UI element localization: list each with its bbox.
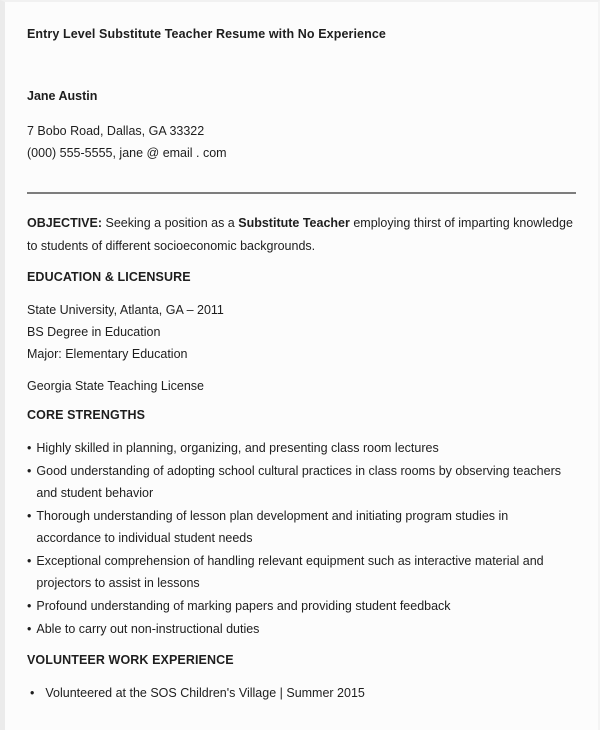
list-item bbox=[27, 437, 576, 459]
bullet-icon: • bbox=[30, 686, 35, 700]
bullet-icon: • bbox=[27, 599, 32, 613]
list-item bbox=[27, 682, 576, 704]
license-line: Georgia State Teaching License bbox=[27, 379, 204, 393]
list-item-text: Able to carry out non-instructional duties bbox=[36, 622, 260, 636]
list-item bbox=[27, 550, 576, 594]
volunteer-section bbox=[27, 652, 576, 704]
education-line: Major: Elementary Education bbox=[27, 347, 188, 361]
bullet-icon: • bbox=[27, 441, 32, 455]
list-item-text: Good understanding of adopting school cultural practices in class rooms by observing teachers and student behavior bbox=[36, 464, 561, 500]
education-line: BS Degree in Education bbox=[27, 325, 161, 339]
list-item-text: Profound understanding of marking papers and providing student feedback bbox=[36, 599, 451, 613]
bullet-icon: • bbox=[27, 554, 32, 568]
list-item-text: Exceptional comprehension of handling relevant equipment such as interactive material and projectors to assist in lessons bbox=[36, 554, 544, 590]
address-line: 7 Bobo Road, Dallas, GA 33322 bbox=[27, 124, 205, 138]
education-lines bbox=[27, 299, 576, 365]
list-item-text: Highly skilled in planning, organizing, and presenting class room lectures bbox=[36, 441, 439, 455]
list-item-text: Thorough understanding of lesson plan development and initiating program studies in accordance to individual student needs bbox=[36, 509, 509, 545]
phone-email-line: (000) 555-5555, jane @ email . com bbox=[27, 146, 227, 160]
list-item bbox=[27, 618, 576, 640]
core-strengths-heading: CORE STRENGTHS bbox=[27, 408, 146, 422]
objective-lead: Seeking a position as a bbox=[105, 216, 235, 230]
bullet-icon: • bbox=[27, 509, 32, 523]
volunteer-heading: VOLUNTEER WORK EXPERIENCE bbox=[27, 653, 234, 667]
core-strengths-section bbox=[27, 407, 576, 640]
objective-label: OBJECTIVE: bbox=[27, 216, 103, 230]
core-strengths-list bbox=[27, 437, 576, 640]
objective-paragraph bbox=[27, 212, 576, 257]
header-divider bbox=[27, 192, 576, 194]
bullet-icon: • bbox=[27, 464, 32, 478]
education-section bbox=[27, 269, 576, 397]
list-item-text: Volunteered at the SOS Children's Village | Summer 2015 bbox=[45, 686, 365, 700]
list-item bbox=[27, 595, 576, 617]
list-item bbox=[27, 460, 576, 504]
contact-block bbox=[27, 120, 576, 164]
objective-rest: employing thirst of imparting knowledge to students of different socioeconomic backgrounds. bbox=[27, 216, 573, 253]
education-line: State University, Atlanta, GA – 2011 bbox=[27, 303, 224, 317]
document-title: Entry Level Substitute Teacher Resume with No Experience bbox=[27, 27, 386, 41]
list-item bbox=[27, 505, 576, 549]
volunteer-list bbox=[27, 682, 576, 704]
objective-highlight: Substitute Teacher bbox=[238, 216, 350, 230]
bullet-icon: • bbox=[27, 622, 32, 636]
education-heading: EDUCATION & LICENSURE bbox=[27, 270, 191, 284]
candidate-name: Jane Austin bbox=[27, 89, 98, 103]
